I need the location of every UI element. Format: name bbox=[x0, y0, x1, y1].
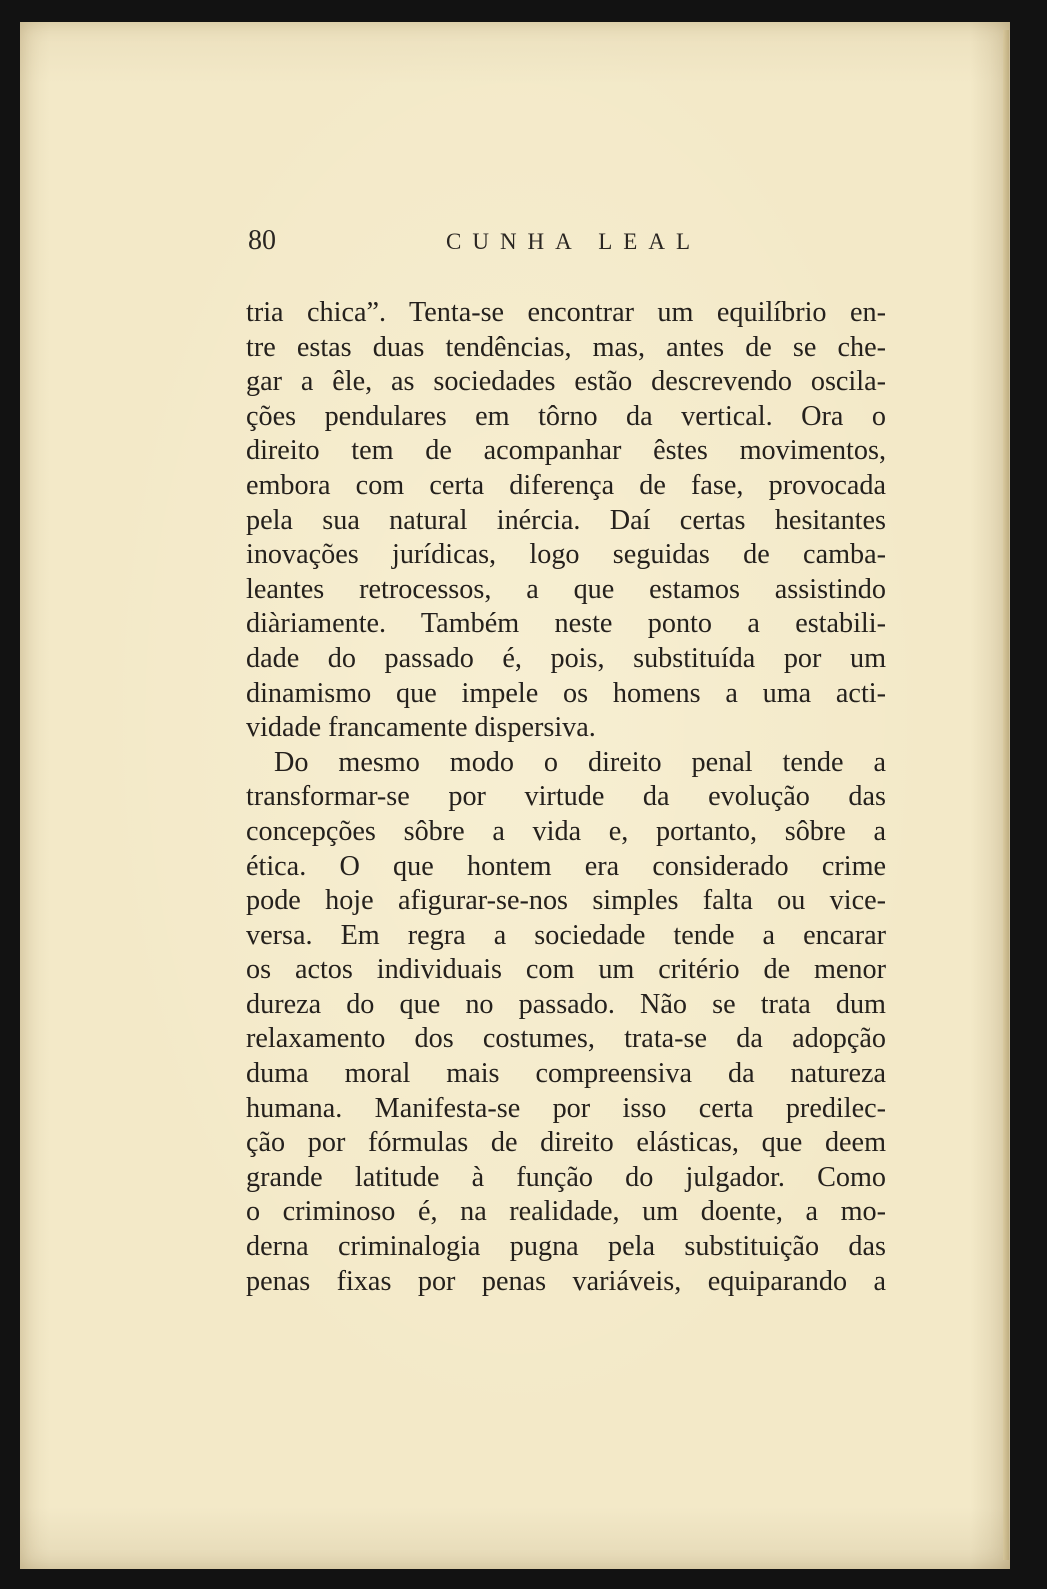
text-line: dade do passado é, pois, substituída por um bbox=[246, 642, 886, 674]
text-line: derna criminalogia pugna pela substituição das bbox=[246, 1231, 886, 1263]
page-edge bbox=[1003, 30, 1009, 1560]
text-line: inovações jurídicas, logo seguidas de camba- bbox=[246, 539, 886, 571]
body-text bbox=[246, 296, 886, 1299]
text-line: dureza do que no passado. Não se trata dum bbox=[246, 988, 886, 1020]
text-line: ção por fórmulas de direito elásticas, que deem bbox=[246, 1127, 886, 1159]
text-line: tria chica”. Tenta-se encontrar um equilíbrio en- bbox=[246, 297, 886, 328]
text-line: pela sua natural inércia. Daí certas hesitantes bbox=[246, 504, 886, 536]
text-line: leantes retrocessos, a que estamos assistindo bbox=[246, 573, 886, 605]
running-head: CUNHA LEAL bbox=[446, 229, 702, 254]
text-line: diàriamente. Também neste ponto a estabili- bbox=[246, 608, 886, 640]
page-number: 80 bbox=[248, 225, 276, 256]
text-line: penas fixas por penas variáveis, equiparando a bbox=[246, 1265, 886, 1297]
text-line: transformar-se por virtude da evolução das bbox=[246, 781, 886, 813]
text-line: grande latitude à função do julgador. Como bbox=[246, 1161, 886, 1193]
text-line: direito tem de acompanhar êstes movimentos, bbox=[246, 435, 886, 467]
paragraph-start-line: Do mesmo modo o direito penal tende a bbox=[274, 746, 886, 778]
text-line: relaxamento dos costumes, trata-se da adopção bbox=[246, 1023, 886, 1055]
text-line: humana. Manifesta-se por isso certa predilec- bbox=[246, 1092, 886, 1124]
text-line: gar a êle, as sociedades estão descrevendo oscila- bbox=[246, 366, 886, 398]
text-line: dinamismo que impele os homens a uma acti- bbox=[246, 677, 886, 709]
text-line: pode hoje afigurar-se-nos simples falta ou vice- bbox=[246, 885, 886, 917]
text-line: embora com certa diferença de fase, provocada bbox=[246, 469, 886, 501]
text-line: tre estas duas tendências, mas, antes de se che- bbox=[246, 331, 886, 363]
text-line: concepções sôbre a vida e, portanto, sôbre a bbox=[246, 815, 886, 847]
page-header bbox=[248, 225, 888, 261]
paragraph-end-line: vidade francamente dispersiva. bbox=[246, 712, 596, 744]
text-line: o criminoso é, na realidade, um doente, a mo- bbox=[246, 1196, 886, 1228]
text-line: duma moral mais compreensiva da natureza bbox=[246, 1058, 886, 1090]
text-line: ética. O que hontem era considerado crime bbox=[246, 850, 886, 882]
text-line: versa. Em regra a sociedade tende a encarar bbox=[246, 919, 886, 951]
text-line: os actos individuais com um critério de menor bbox=[246, 954, 886, 986]
text-line: ções pendulares em tôrno da vertical. Ora o bbox=[246, 400, 886, 432]
